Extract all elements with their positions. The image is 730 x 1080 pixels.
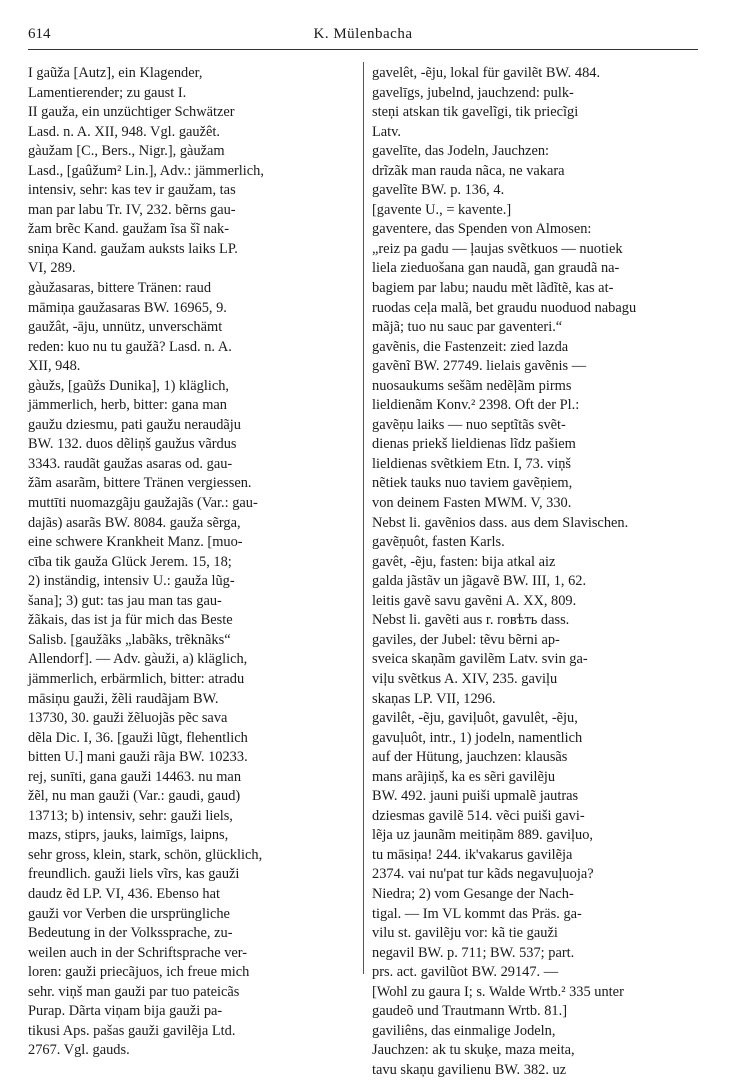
column-divider — [363, 62, 364, 974]
right-column-line: 2374. vai nu'pat tur kãds negavuļuoja? — [372, 866, 594, 883]
right-column-line: vilu st. gavilẽju vor: kã tie gauži — [372, 925, 558, 942]
left-column-line: weilen auch in der Schriftsprache ver- — [28, 944, 248, 961]
right-column-line: [gavente U., = kavente.] — [372, 201, 512, 218]
left-column — [28, 64, 372, 1061]
right-column-line: tigal. — Im VL kommt das Präs. ga- — [372, 905, 582, 922]
right-column-line: gaventere, das Spenden von Almosen: — [372, 221, 592, 238]
left-column-line: māmiņa gaužasaras BW. 16965, 9. — [28, 299, 227, 316]
right-column-line: lieldienãm Konv.² 2398. Oft der Pl.: — [372, 397, 580, 414]
left-column-line: šana]; 3) gut: tas jau man tas gau- — [28, 592, 222, 609]
left-column-line: sehr. viņš man gauži par tuo pateicãs — [28, 983, 240, 1000]
right-column-line: tu māsiņa! 244. ik'vakarus gavilẽja — [372, 846, 573, 863]
right-column — [372, 64, 702, 1080]
right-column-line: leitis gavẽ savu gavẽni A. XX, 809. — [372, 592, 577, 609]
left-column-line: freundlich. gauži liels vĩrs, kas gauži — [28, 866, 240, 883]
right-column-line: von deinem Fasten MWM. V, 330. — [372, 495, 572, 512]
right-column-line: Nebst li. gavẽnios dass. aus dem Slavischen. — [372, 514, 629, 531]
right-column-line: dienas priekš lieldienas lĩdz pašiem — [372, 436, 576, 453]
right-column-line: BW. 492. jauni puiši upmalẽ jautras — [372, 788, 579, 805]
left-column-line: muttīti nuomazgãju gaužajãs (Var.: gau- — [28, 495, 258, 512]
left-column-line: Bedeutung in der Volkssprache, zu- — [28, 925, 233, 942]
page-header — [28, 26, 698, 48]
left-column-line: 3343. raudãt gaužas asaras od. gau- — [28, 455, 233, 472]
left-column-line: žam brẽc Kand. gaužam ĩsa šĩ nak- — [28, 221, 229, 238]
left-column-line: BW. 132. duos dẽliņš gaužus vãrdus — [28, 436, 237, 453]
right-column-line: steņi atskan tik gavelĩgi, tik priecĩgi — [372, 104, 579, 121]
left-column-line: 2767. Vgl. gauds. — [28, 1042, 130, 1059]
left-column-line: dajãs) asarãs BW. 8084. gauža sẽrga, — [28, 514, 241, 531]
right-column-line: mans arãjiņš, ka es sẽri gavilẽju — [372, 768, 556, 785]
left-column-line: žẽl, nu man gauži (Var.: gaudi, gaud) — [28, 788, 241, 805]
right-column-line: prs. act. gavilũot BW. 29147. — — [372, 964, 559, 981]
right-column-line: gavelīte, das Jodeln, Jauchzen: — [372, 143, 550, 160]
right-column-line: gavelêt, -ẽju, lokal für gavilẽt BW. 484. — [372, 65, 601, 81]
right-column-line: negavil BW. p. 711; BW. 537; part. — [372, 944, 575, 961]
left-column-line: Allendorf]. — Adv. gàuži, a) kläglich, — [28, 651, 248, 668]
left-column-line: II gauža, ein unzüchtiger Schwätzer — [28, 104, 235, 121]
right-column-line: „reiz pa gadu — ļaujas svẽtkuos — nuotiek — [372, 240, 623, 257]
right-column-line: dziesmas gavilẽ 514. vẽci puiši gavi- — [372, 807, 585, 824]
left-column-line: bitten U.] mani gauži rãja BW. 10233. — [28, 749, 248, 766]
page-number: 614 — [28, 26, 51, 42]
right-column-line: mãjã; tuo nu sauc par gaventeri.“ — [372, 319, 563, 336]
right-column-line: gavilêt, -ẽju, gaviļuôt, gavulêt, -ẽju, — [372, 710, 578, 727]
right-column-line: galda jãstãv un jãgavẽ BW. III, 1, 62. — [372, 573, 587, 590]
left-column-line: 2) inständig, intensiv U.: gauža lũg- — [28, 573, 235, 590]
right-column-line: bagiem par labu; naudu mẽt lãdĩtẽ, kas at- — [372, 280, 614, 297]
header-rule — [28, 49, 698, 50]
left-column-line: mazs, stiprs, jauks, laimīgs, laipns, — [28, 827, 229, 844]
running-head: K. Mülenbacha — [313, 26, 413, 42]
right-column-line: Nebst li. gavẽti aus r. говѣть dass. — [372, 612, 570, 629]
left-column-line: žãm asarãm, bittere Tränen vergiessen. — [28, 475, 252, 492]
left-column-line: man par labu Tr. IV, 232. bẽrns gau- — [28, 201, 236, 218]
left-column-line: XII, 948. — [28, 358, 81, 375]
left-column-line: Lasd., [gaûžum² Lin.], Adv.: jämmerlich, — [28, 162, 264, 179]
left-column-line: tikusi Aps. pašas gauži gavilẽja Ltd. — [28, 1022, 236, 1039]
right-column-line: auf der Hütung, jauchzen: klausãs — [372, 749, 568, 766]
left-column-line: 13713; b) intensiv, sehr: gauži liels, — [28, 807, 233, 824]
right-column-line: gavẽnis, die Fastenzeit: zied lazda — [372, 338, 569, 355]
left-column-line: māsiņu gauži, žẽli raudãjam BW. — [28, 690, 219, 707]
left-column-line: cība tik gauža Glück Jerem. 15, 18; — [28, 553, 232, 570]
left-column-line: gàužam [C., Bers., Nigr.], gàužam — [28, 143, 225, 160]
left-column-line: sniņa Kand. gaužam auksts laiks LP. — [28, 240, 238, 257]
right-column-line: gavêt, -ẽju, fasten: bija atkal aiz — [372, 553, 556, 570]
right-column-line: liela zieduošana gan naudã, gan graudã na- — [372, 260, 620, 277]
left-column-line: gaužât, -āju, unnütz, unverschämt — [28, 319, 223, 336]
left-column-line: 13730, 30. gauži žẽluojãs pẽc sava — [28, 710, 228, 727]
left-column-line: loren: gauži priecãjuos, ich freue mich — [28, 964, 250, 981]
left-column-line: Salisb. [gaužãks „labãks, trẽknãks“ — [28, 631, 231, 648]
right-column-line: [Wohl zu gaura I; s. Walde Wrtb.² 335 unter — [372, 983, 624, 1000]
right-column-line: Jauchzen: ak tu skuķe, maza meita, — [372, 1042, 575, 1059]
right-column-line: viļu svẽtkus A. XIV, 235. gaviļu — [372, 670, 558, 687]
left-column-line: reden: kuo nu tu gaužã? Lasd. n. A. — [28, 338, 232, 355]
right-column-line: lieldienas svẽtkiem Etn. I, 73. viņš — [372, 455, 572, 472]
right-column-line: gaviliêns, das einmalige Jodeln, — [372, 1022, 556, 1039]
right-column-line: gavẽņuôt, fasten Karls. — [372, 534, 505, 551]
left-column-line: Lasd. n. A. XII, 948. Vgl. gaužêt. — [28, 123, 220, 140]
left-column-line: intensiv, sehr: kas tev ir gaužam, tas — [28, 182, 236, 199]
right-column-line: gaudeõ und Trautmann Wrtb. 81.] — [372, 1003, 568, 1020]
right-column-line: gavelĩte BW. p. 136, 4. — [372, 182, 505, 199]
left-column-line: dẽla Dic. I, 36. [gauži lũgt, flehentlich — [28, 729, 248, 746]
right-column-line: drĩzãk man rauda nãca, ne vakara — [372, 162, 565, 179]
right-column-line: gavẽnĩ BW. 27749. lielais gavẽnis — — [372, 358, 587, 375]
left-column-line: jämmerlich, erbärmlich, bitter: atradu — [28, 670, 245, 687]
left-column-line: Purap. Dãrta viņam bija gauži pa- — [28, 1003, 223, 1020]
right-column-line: Niedra; 2) vom Gesange der Nach- — [372, 885, 574, 902]
right-column-line: tavu skaņu gavilienu BW. 382. uz — [372, 1061, 567, 1078]
left-column-line: VI, 289. — [28, 260, 76, 277]
right-column-line: gavelīgs, jubelnd, jauchzend: pulk- — [372, 84, 574, 101]
left-column-line: Lamentierender; zu gaust I. — [28, 84, 187, 101]
right-column-line: nẽtiek tauks nuo taviem gavẽņiem, — [372, 475, 573, 492]
right-column-line: skaņas LP. VII, 1296. — [372, 690, 496, 707]
right-column-line: gavẽņu laiks — nuo septĩtãs svẽt- — [372, 416, 566, 433]
left-column-line: gauži vor Verben die ursprüngliche — [28, 905, 230, 922]
left-column-line: žãkais, das ist ja für mich das Beste — [28, 612, 233, 629]
right-column-line: Latv. — [372, 123, 402, 140]
right-column-line: nuosaukums sešãm nedẽļãm pirms — [372, 377, 572, 394]
right-column-line: gaviles, der Jubel: tẽvu bẽrni ap- — [372, 631, 560, 648]
right-column-line: gavuļuôt, intr., 1) jodeln, namentlich — [372, 729, 583, 746]
right-column-line: ruodas ceļa malã, bet graudu nuoduod nabagu — [372, 299, 637, 316]
left-column-line: eine schwere Krankheit Manz. [muo- — [28, 534, 243, 551]
left-column-line: sehr gross, klein, stark, schön, glücklich, — [28, 846, 263, 863]
left-column-line: daudz ẽd LP. VI, 436. Ebenso hat — [28, 885, 220, 902]
left-column-line: jämmerlich, herb, bitter: gana man — [28, 397, 227, 414]
right-column-line: lẽja uz jaunãm meitiņãm 889. gaviļuo, — [372, 827, 593, 844]
right-column-line: sveica skaņãm gavilẽm Latv. svin ga- — [372, 651, 588, 668]
left-column-line: gàužasaras, bittere Tränen: raud — [28, 280, 212, 297]
left-column-line: gàužs, [gaũžs Dunika], 1) kläglich, — [28, 377, 230, 394]
left-column-line: rej, sunīti, gana gauži 14463. nu man — [28, 768, 242, 785]
left-column-line: gaužu dziesmu, pati gaužu neraudãju — [28, 416, 241, 433]
left-column-line: I gaũža [Autz], ein Klagender, — [28, 65, 203, 81]
